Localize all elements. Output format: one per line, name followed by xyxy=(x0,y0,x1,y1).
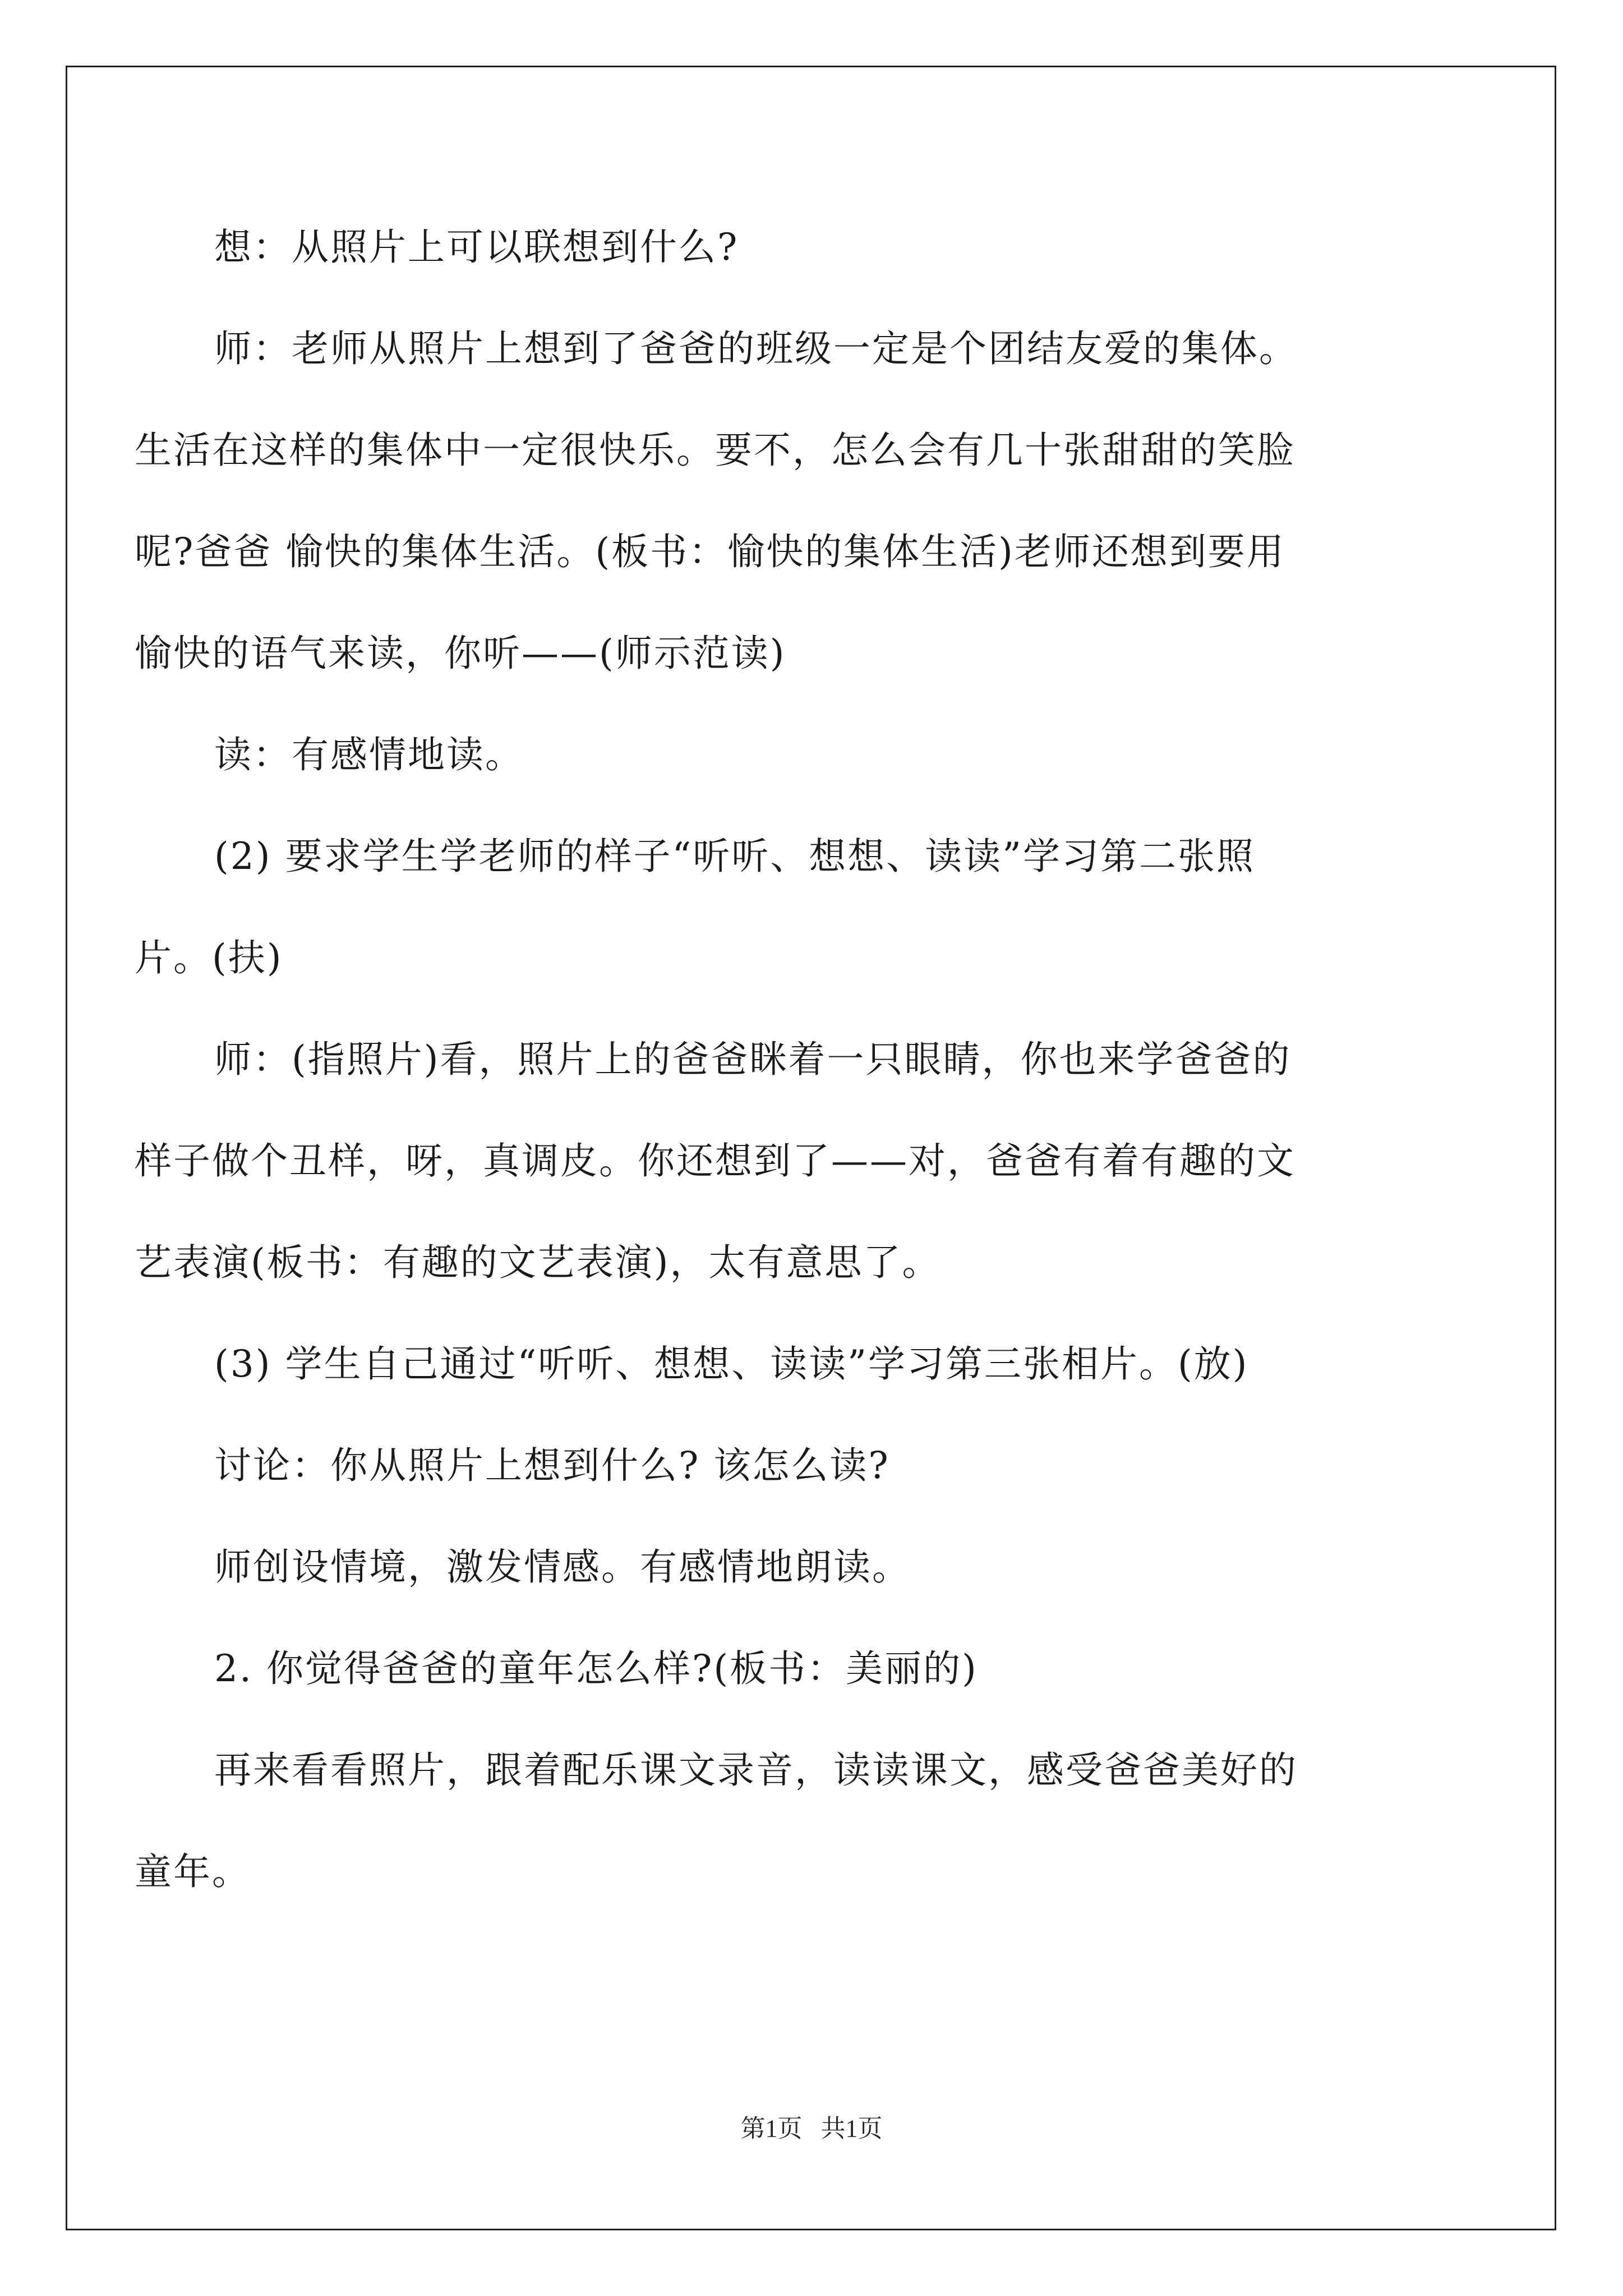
paragraph-line: 艺表演(板书：有趣的文艺表演)，太有意思了。 xyxy=(135,1241,941,1284)
paragraph-line: 样子做个丑样，呀，真调皮。你还想到了——对，爸爸有着有趣的文 xyxy=(135,1139,1295,1182)
paragraph-line: (2) 要求学生学老师的样子“听听、想想、读读”学习第二张照 xyxy=(214,835,1255,878)
paragraph-line: 愉快的语气来读，你听——(师示范读) xyxy=(135,632,786,675)
paragraph-line: 呢?爸爸 愉快的集体生活。(板书：愉快的集体生活)老师还想到要用 xyxy=(135,530,1285,573)
paragraph-line: 想：从照片上可以联想到什么? xyxy=(214,226,739,269)
paragraph-line: 2. 你觉得爸爸的童年怎么样?(板书：美丽的) xyxy=(214,1647,978,1690)
paragraph-line: 生活在这样的集体中一定很快乐。要不，怎么会有几十张甜甜的笑脸 xyxy=(135,429,1295,472)
paragraph-line: 师：(指照片)看，照片上的爸爸眯着一只眼睛，你也来学爸爸的 xyxy=(214,1038,1292,1081)
paragraph-line: 讨论：你从照片上想到什么? 该怎么读? xyxy=(214,1444,890,1487)
paragraph-line: 师创设情境，激发情感。有感情地朗读。 xyxy=(214,1545,911,1589)
paragraph-line: (3) 学生自己通过“听听、想想、读读”学习第三张相片。(放) xyxy=(214,1342,1249,1386)
paragraph-line: 再来看看照片，跟着配乐课文录音，读读课文，感受爸爸美好的 xyxy=(214,1749,1298,1792)
paragraph-line: 读：有感情地读。 xyxy=(214,733,524,776)
page-number-footer: 第1页 共1页 xyxy=(740,2115,883,2142)
paragraph-line: 师：老师从照片上想到了爸爸的班级一定是个团结友爱的集体。 xyxy=(214,327,1298,370)
paragraph-line: 童年。 xyxy=(135,1850,251,1893)
paragraph-line: 片。(扶) xyxy=(135,936,283,979)
